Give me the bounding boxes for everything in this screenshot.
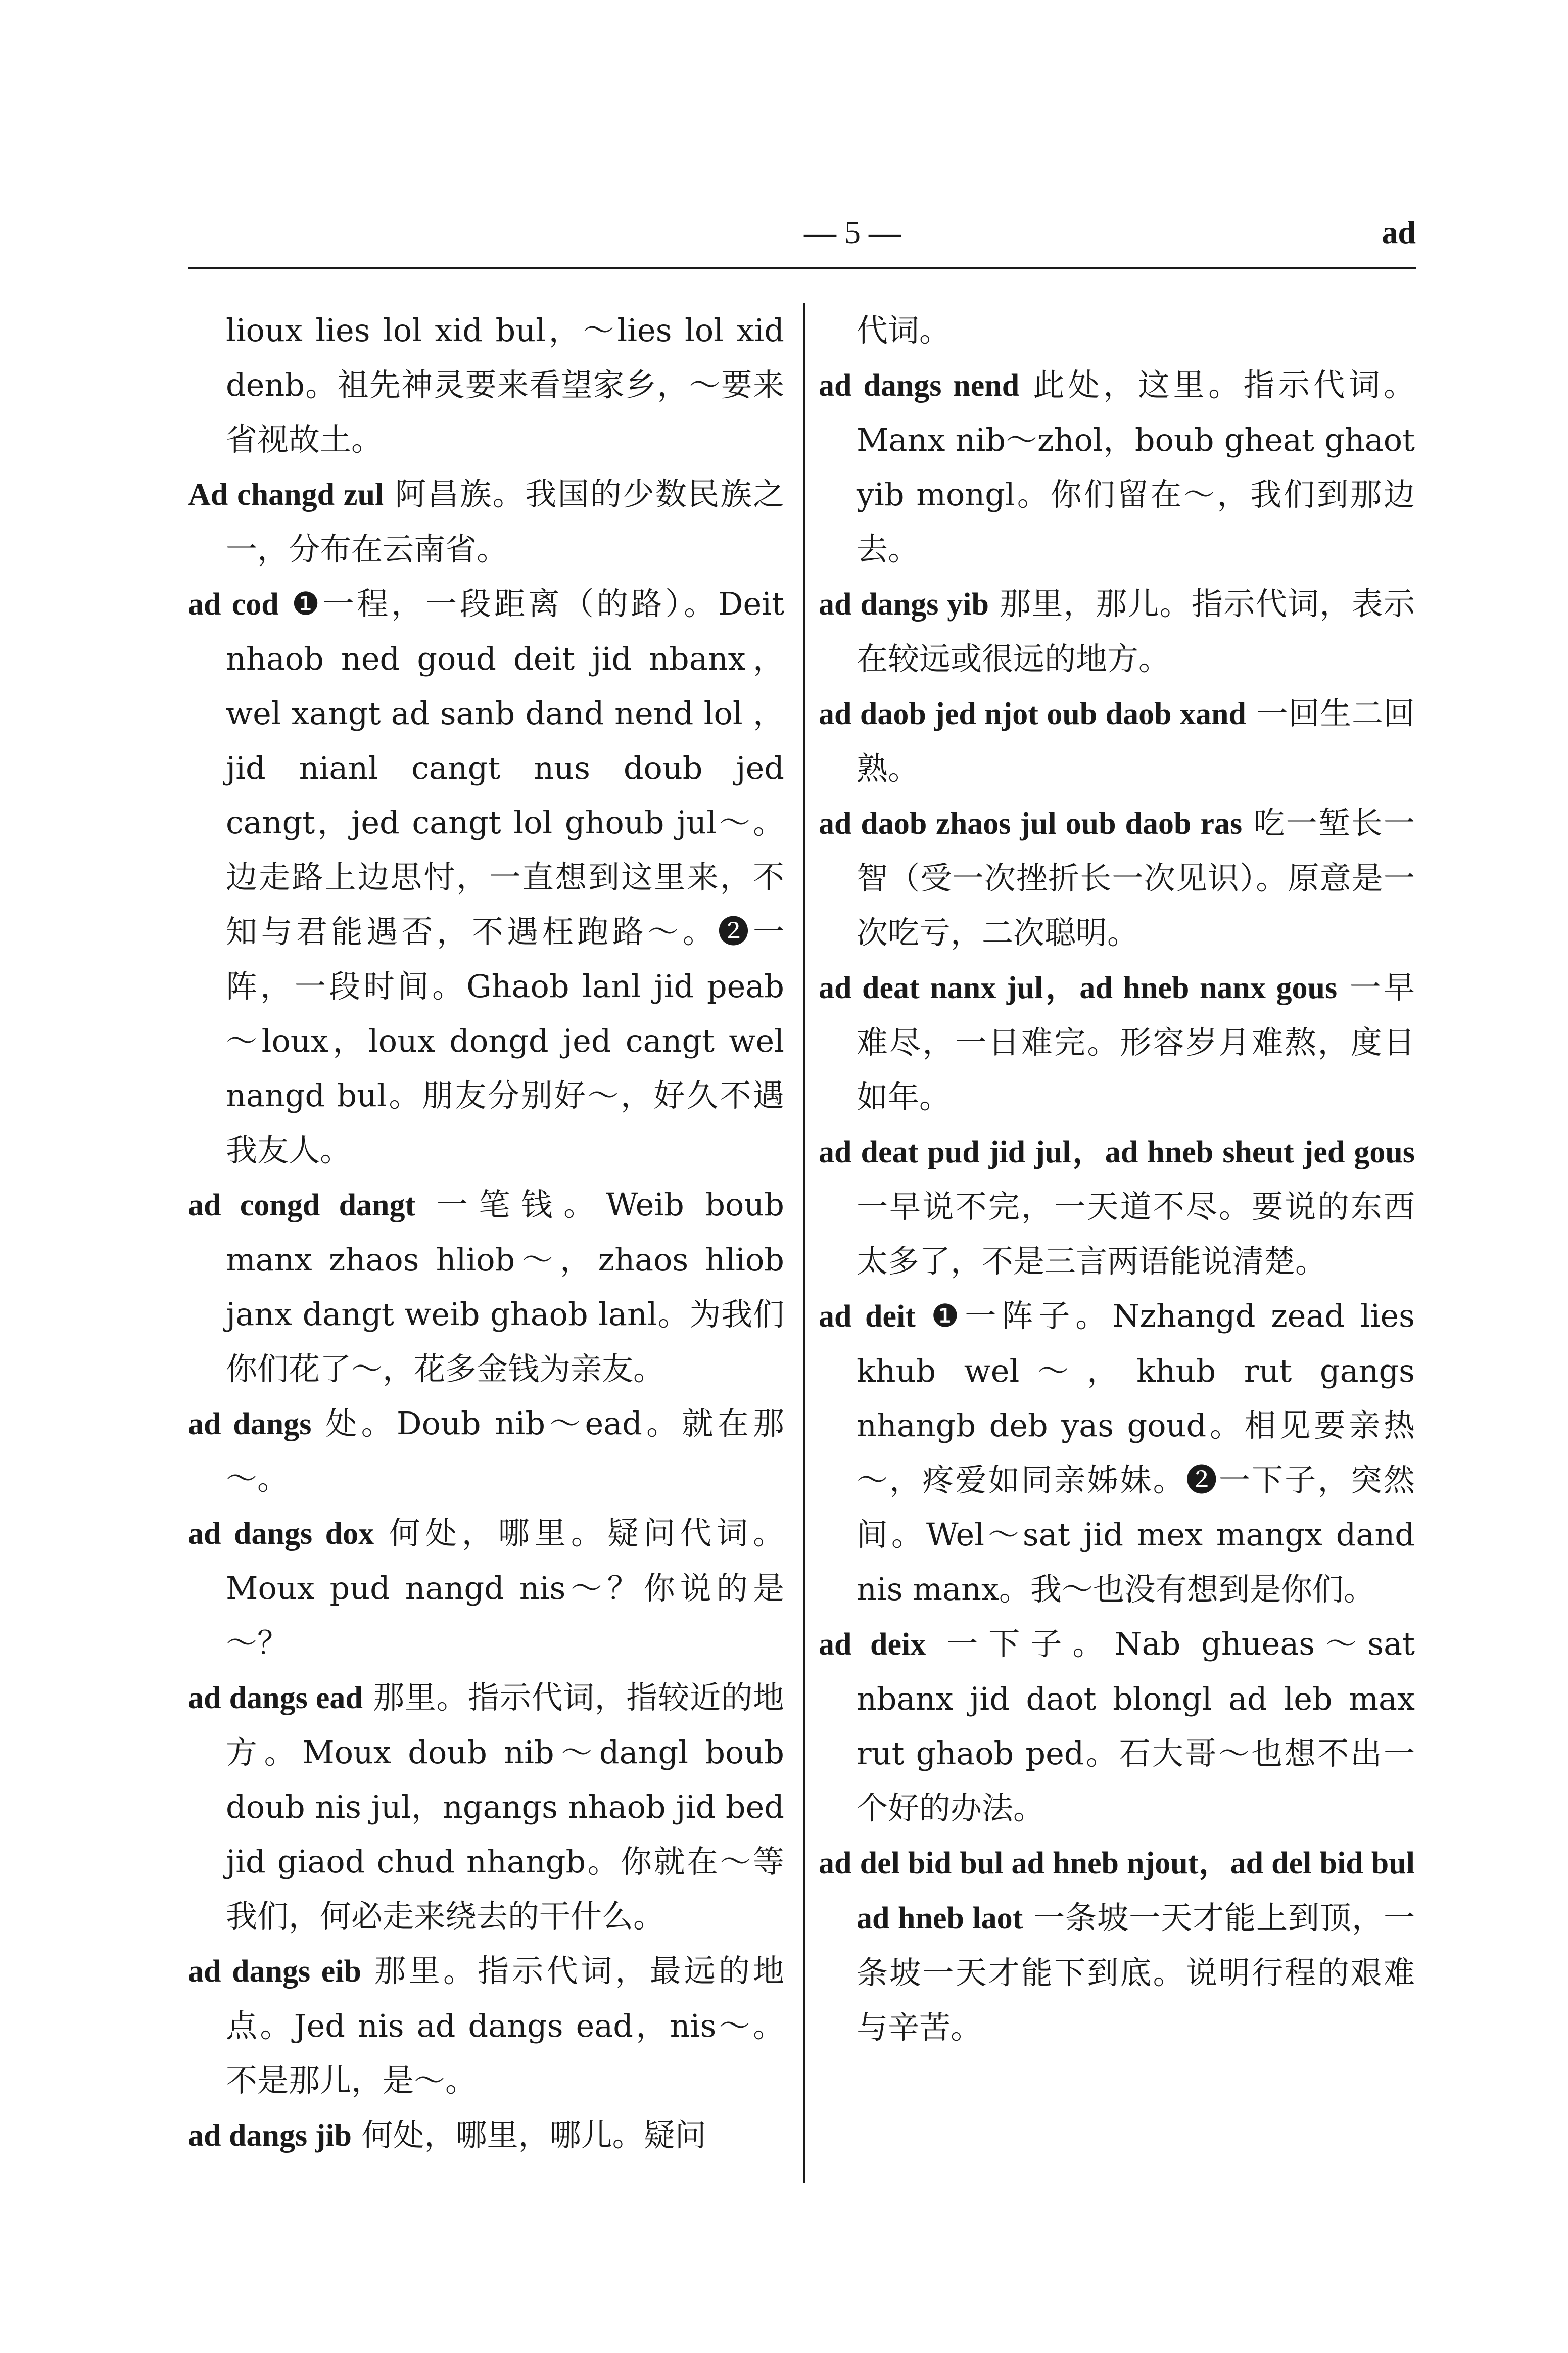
- dictionary-entry: ad cod ❶一程，一段距离（的路）。Deit nhaob ned goud deit jid nbanx，wel xangt ad sanb dand nend lol ，jid nianl cangt nus doub jed cangt，jed cangt lol ghoub jul～。边走路上边思忖，一直想到这里来，不知与君能遇否，不遇枉跑路～。❷一阵，一段时间。Ghaob lanl jid peab～loux，loux dongd jed cangt wel nangd bul。朋友分别好～，好久不遇我友人。: [188, 585, 784, 1168]
- dictionary-entry: ad congd dangt 一笔钱。Weib boub manx zhaos hliob～，zhaos hliob janx dangt weib ghaob lanl。为我们你们花了～，花多金钱为亲友。: [188, 1186, 784, 1387]
- running-head: ad: [1382, 214, 1416, 250]
- page-number: — 5 —: [804, 214, 901, 250]
- header-rule: [188, 267, 1416, 269]
- dictionary-entry: ad deat pud jid jul，ad hneb sheut jed gous 一早说不完，一天道不尽。要说的东西太多了，不是三言两语能说清楚。: [819, 1135, 1415, 1280]
- dictionary-entry: Ad changd zul 阿昌族。我国的少数民族之一，分布在云南省。: [188, 476, 784, 568]
- dictionary-entry: ad dangs jib 何处，哪里，哪儿。疑问: [188, 2116, 706, 2153]
- dictionary-entry: ad daob zhaos jul oub daob ras 吃一堑长一智（受一次挫折长一次见识）。原意是一次吃亏，二次聪明。: [819, 805, 1415, 951]
- dictionary-entry: ad dangs yib 那里，那儿。指示代词，表示在较远或很远的地方。: [819, 585, 1415, 677]
- dictionary-entry: ad daob jed njot oub daob xand 一回生二回熟。: [819, 695, 1415, 787]
- left-column: [188, 303, 784, 2163]
- dictionary-entry: ad del bid bul ad hneb njout，ad del bid bul ad hneb laot 一条坡一天才能上到顶，一条坡一天才能下到底。说明行程的艰难与辛苦。: [819, 1846, 1415, 2046]
- right-column: [819, 303, 1415, 2055]
- dictionary-entry: 代词。: [857, 312, 951, 349]
- dictionary-entry: ad deix 一下子。Nab ghueas～sat nbanx jid daot blongl ad leb max rut ghaob ped。石大哥～也想不出一个好的办法。: [819, 1625, 1415, 1826]
- dictionary-entry: ad deat nanx jul，ad hneb nanx gous 一早难尽，一日难完。形容岁月难熬，度日如年。: [819, 969, 1415, 1115]
- dictionary-entry: ad dangs 处。Doub nib～ead。就在那～。: [188, 1405, 785, 1497]
- dictionary-entry: lioux lies lol xid bul，～lies lol xid denb。祖先神灵要来看望家乡，～要来省视故土。: [226, 312, 784, 458]
- dictionary-entry: ad dangs nend 此处，这里。指示代词。Manx nib～zhol，boub gheat ghaot yib mongl。你们留在～，我们到那边去。: [819, 366, 1415, 568]
- dictionary-entry: ad deit ❶一阵子。Nzhangd zead lies khub wel～，khub rut gangs nhangb deb yas goud。相见要亲热～，疼爱如同亲姊妹。❷一下子，突然间。Wel～sat jid mex mangx dand nis manx。我～也没有想到是你们。: [819, 1297, 1415, 1608]
- column-divider: [803, 303, 805, 2183]
- dictionary-entry: ad dangs eib 那里。指示代词，最远的地点。Jed nis ad dangs ead，nis～。不是那儿，是～。: [188, 1952, 784, 2099]
- dictionary-entry: ad dangs dox 何处，哪里。疑问代词。Moux pud nangd nis～？你说的是～？: [188, 1515, 784, 1661]
- dictionary-entry: ad dangs ead 那里。指示代词，指较近的地方。Moux doub nib～dangl boub doub nis jul，ngangs nhaob jid bed jid giaod chud nhangb。你就在～等我们，何必走来绕去的干什么。: [188, 1679, 784, 1935]
- page-header: [188, 207, 1416, 263]
